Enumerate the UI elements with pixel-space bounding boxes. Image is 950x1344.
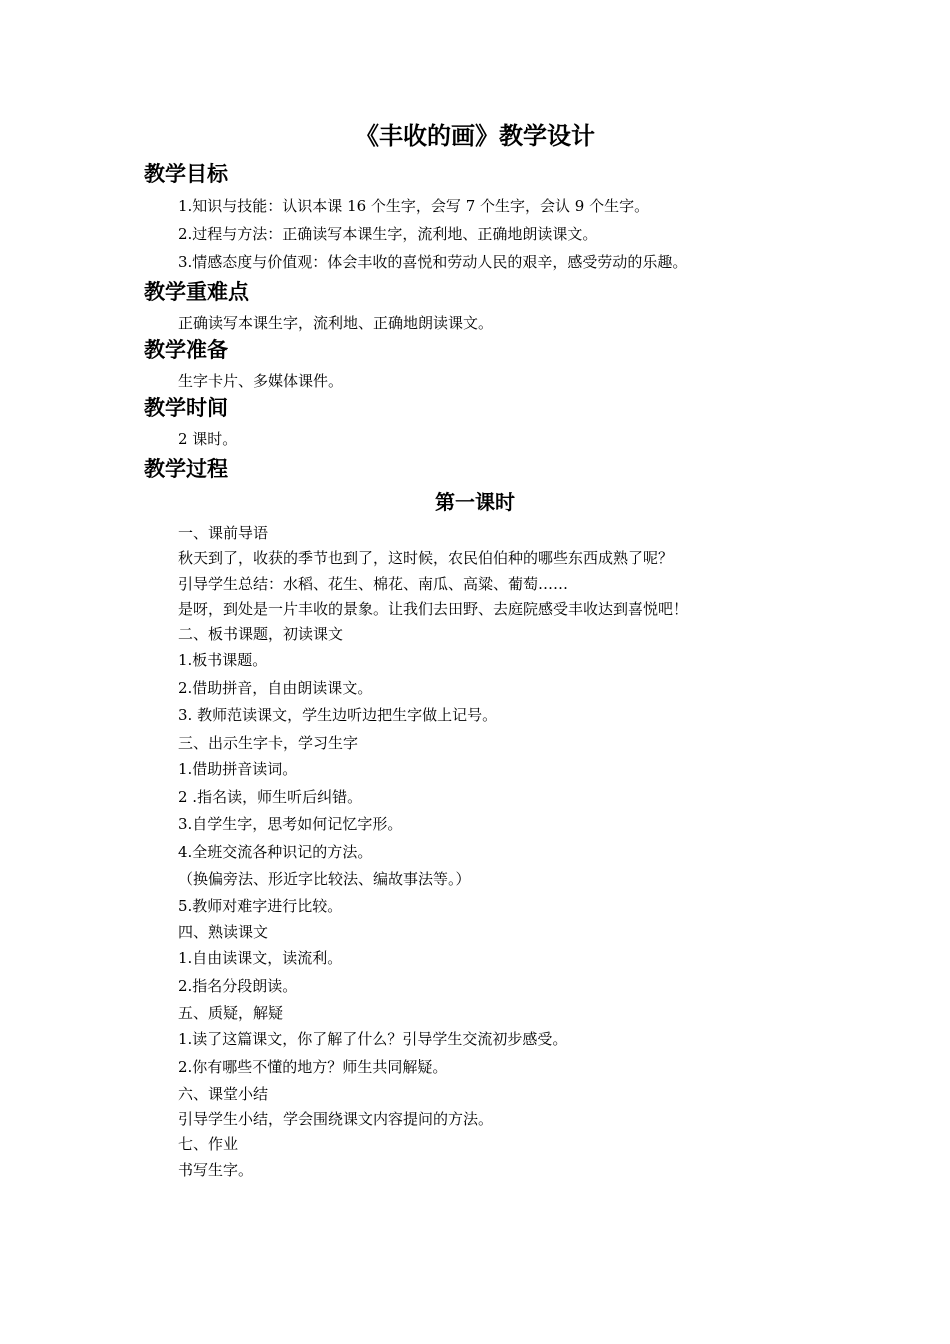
heading-key-points: 教学重难点 xyxy=(144,280,249,304)
process-line: （换偏旁法、形近字比较法、编故事法等。） xyxy=(178,870,471,888)
process-line: 秋天到了，收获的季节也到了，这时候，农民伯伯种的哪些东西成熟了呢？ xyxy=(178,549,674,567)
lesson-title: 第一课时 xyxy=(435,490,515,514)
process-line: 四、熟读课文 xyxy=(178,923,269,941)
heading-teaching-process: 教学过程 xyxy=(144,457,228,481)
process-line: 5.教师对难字进行比较。 xyxy=(178,897,343,915)
process-line: 1.自由读课文，读流利。 xyxy=(178,949,343,967)
process-line: 1.板书课题。 xyxy=(178,651,268,669)
process-line: 一、课前导语 xyxy=(178,524,269,542)
process-line: 七、作业 xyxy=(178,1135,239,1153)
heading-teaching-time: 教学时间 xyxy=(144,396,228,420)
heading-preparation: 教学准备 xyxy=(144,338,228,362)
process-line: 引导学生总结：水稻、花生、棉花、南瓜、高粱、葡萄…… xyxy=(178,575,569,593)
process-line: 五、质疑，解疑 xyxy=(178,1004,284,1022)
goal-item: 1.知识与技能：认识本课 16 个生字，会写 7 个生字，会认 9 个生字。 xyxy=(178,197,650,215)
process-line: 书写生字。 xyxy=(178,1161,254,1179)
process-line: 1.借助拼音读词。 xyxy=(178,760,298,778)
process-line: 2 .指名读，师生听后纠错。 xyxy=(178,788,363,806)
process-line: 3. 教师范读课文，学生边听边把生字做上记号。 xyxy=(178,706,498,724)
process-line: 六、课堂小结 xyxy=(178,1085,269,1103)
process-line: 2.指名分段朗读。 xyxy=(178,977,298,995)
process-line: 3.自学生字，思考如何记忆字形。 xyxy=(178,815,403,833)
process-line: 2.借助拼音，自由朗读课文。 xyxy=(178,679,373,697)
heading-teaching-goals: 教学目标 xyxy=(144,162,228,186)
process-line: 是呀，到处是一片丰收的景象。让我们去田野、去庭院感受丰收达到喜悦吧！ xyxy=(178,600,689,618)
process-line: 1.读了这篇课文，你了解了什么？引导学生交流初步感受。 xyxy=(178,1030,568,1048)
key-points-text: 正确读写本课生字，流利地、正确地朗读课文。 xyxy=(178,314,494,332)
process-line: 引导学生小结，学会围绕课文内容提问的方法。 xyxy=(178,1110,494,1128)
goal-item: 2.过程与方法：正确读写本课生字，流利地、正确地朗读课文。 xyxy=(178,225,598,243)
teaching-time-text: 2 课时。 xyxy=(178,430,238,448)
process-line: 4.全班交流各种识记的方法。 xyxy=(178,843,373,861)
goal-item: 3.情感态度与价值观：体会丰收的喜悦和劳动人民的艰辛，感受劳动的乐趣。 xyxy=(178,253,688,271)
process-line: 2.你有哪些不懂的地方？师生共同解疑。 xyxy=(178,1058,448,1076)
preparation-text: 生字卡片、多媒体课件。 xyxy=(178,372,344,390)
process-line: 三、出示生字卡，学习生字 xyxy=(178,734,359,752)
document-title: 《丰收的画》教学设计 xyxy=(355,122,595,150)
process-line: 二、板书课题，初读课文 xyxy=(178,625,344,643)
